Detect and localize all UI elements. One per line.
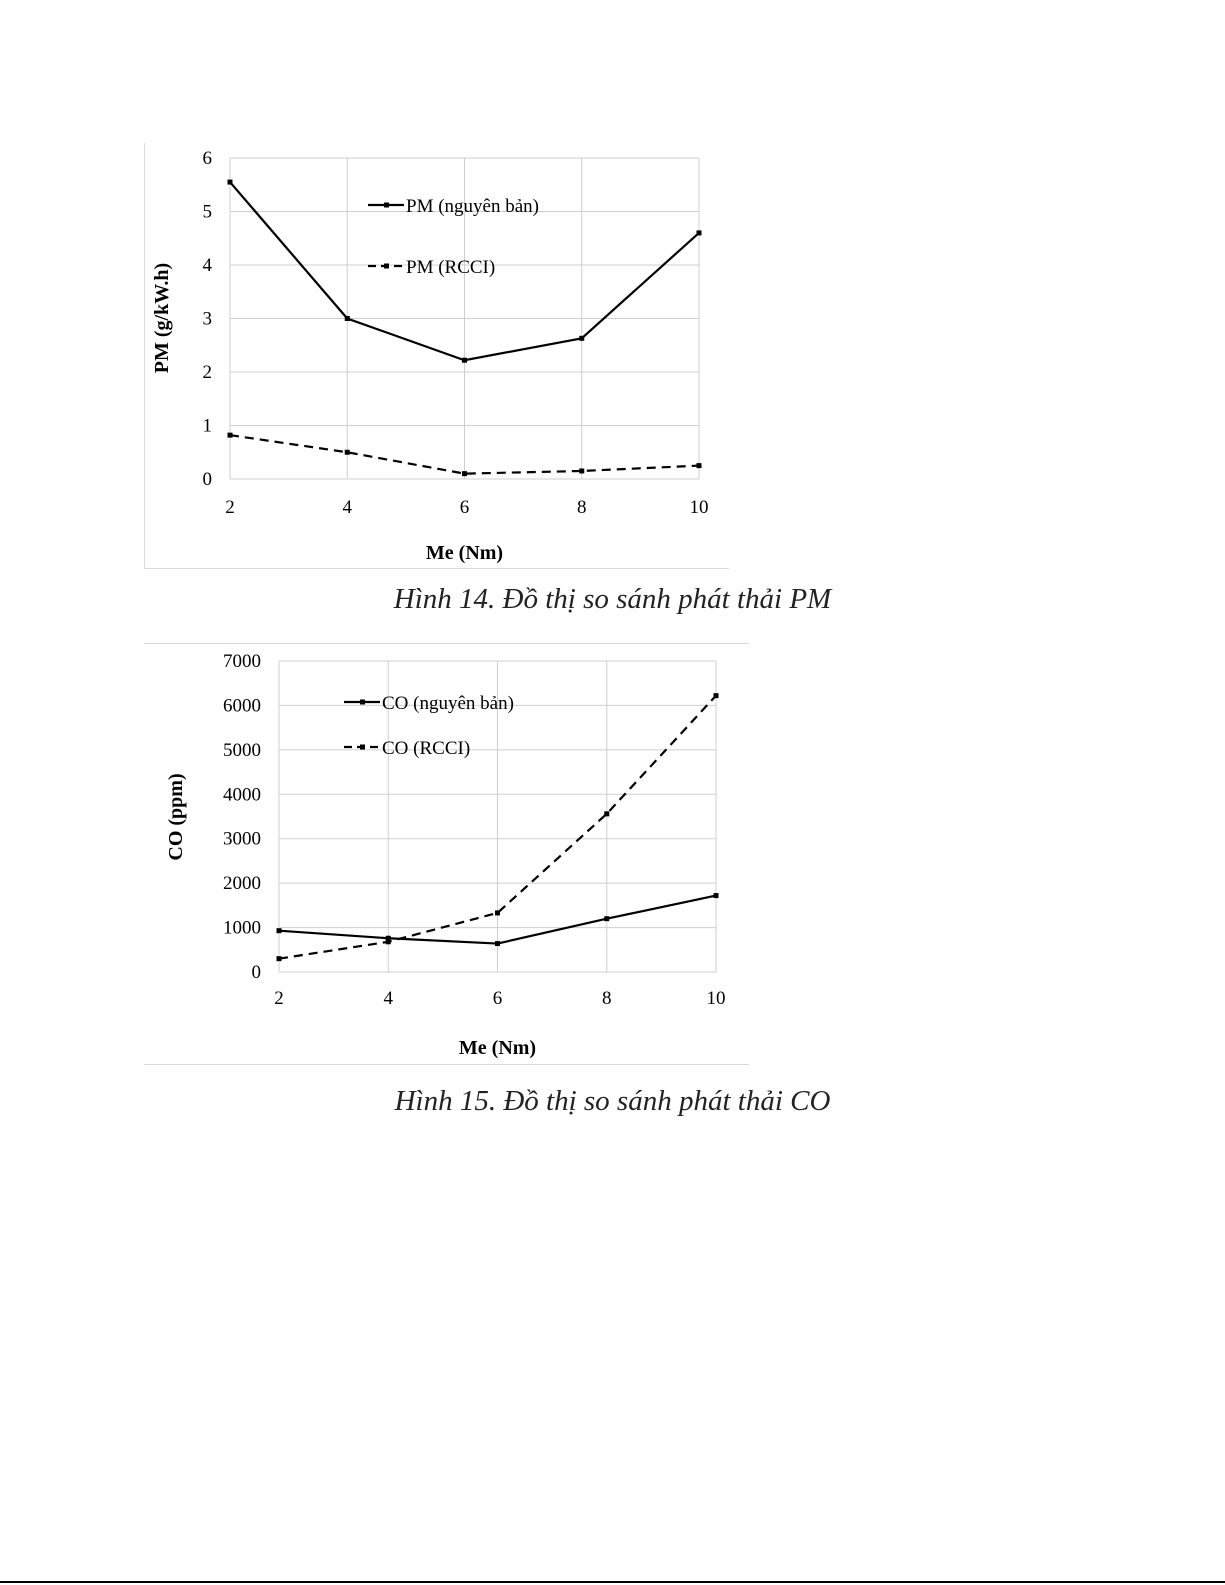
pm-ytick-label: 0 xyxy=(202,469,212,490)
pm-ytick-label: 3 xyxy=(202,308,212,330)
co-x-axis-label: Me (Nm) xyxy=(458,1037,537,1059)
co-xtick-label: 8 xyxy=(602,988,612,1009)
co-data-point xyxy=(604,811,609,816)
co-data-point xyxy=(277,956,282,961)
pm-ytick-label: 2 xyxy=(202,362,212,383)
co-ytick-label: 5000 xyxy=(223,739,261,761)
pm-xtick-label: 2 xyxy=(225,497,235,518)
co-ytick-label: 6000 xyxy=(223,695,261,717)
co-xtick-label: 10 xyxy=(706,988,726,1009)
pm-xtick-label: 4 xyxy=(342,497,352,518)
co-ytick-label: 0 xyxy=(251,962,261,983)
pm-legend-label: PM (nguyên bản) xyxy=(406,196,539,217)
co-ytick-label: 7000 xyxy=(223,651,261,672)
co-data-point xyxy=(714,893,719,898)
co-data-point xyxy=(714,693,719,698)
pm-ytick-label: 1 xyxy=(202,415,212,437)
co-ytick-label: 4000 xyxy=(223,784,261,806)
co-legend-marker xyxy=(360,700,365,705)
co-xtick-label: 2 xyxy=(274,988,284,1009)
co-data-point xyxy=(604,916,609,921)
co-ytick-label: 2000 xyxy=(223,873,261,895)
co-legend-marker xyxy=(360,745,365,750)
pm-x-axis-label: Me (Nm) xyxy=(425,542,504,564)
pm-xtick-label: 10 xyxy=(689,497,709,518)
co-legend-label: CO (nguyên bản) xyxy=(382,693,514,714)
pm-xtick-label: 8 xyxy=(577,497,587,518)
page-bottom-rule xyxy=(0,1581,1225,1583)
co-data-point xyxy=(386,939,391,944)
pm-xtick-label: 6 xyxy=(459,497,470,518)
pm-y-axis-label: PM (g/kW.h) xyxy=(151,262,173,374)
co-figure-caption: Hình 15. Đồ thị so sánh phát thải CO xyxy=(394,1085,831,1117)
co-data-point xyxy=(495,941,500,946)
co-ytick-label: 1000 xyxy=(223,917,261,939)
co-xtick-label: 4 xyxy=(383,988,393,1009)
pm-ytick-label: 5 xyxy=(202,201,212,223)
co-xtick-label: 6 xyxy=(492,988,503,1009)
pm-ytick-label: 6 xyxy=(202,148,212,169)
co-legend-label: CO (RCCI) xyxy=(382,738,471,759)
pm-legend-label: PM (RCCI) xyxy=(406,257,496,278)
co-data-point xyxy=(277,928,282,933)
co-y-axis-label: CO (ppm) xyxy=(165,773,187,861)
co-ytick-label: 3000 xyxy=(223,828,261,850)
pm-ytick-label: 4 xyxy=(202,255,212,276)
co-data-point xyxy=(495,910,500,915)
pm-figure-caption: Hình 14. Đồ thị so sánh phát thải PM xyxy=(393,583,832,615)
